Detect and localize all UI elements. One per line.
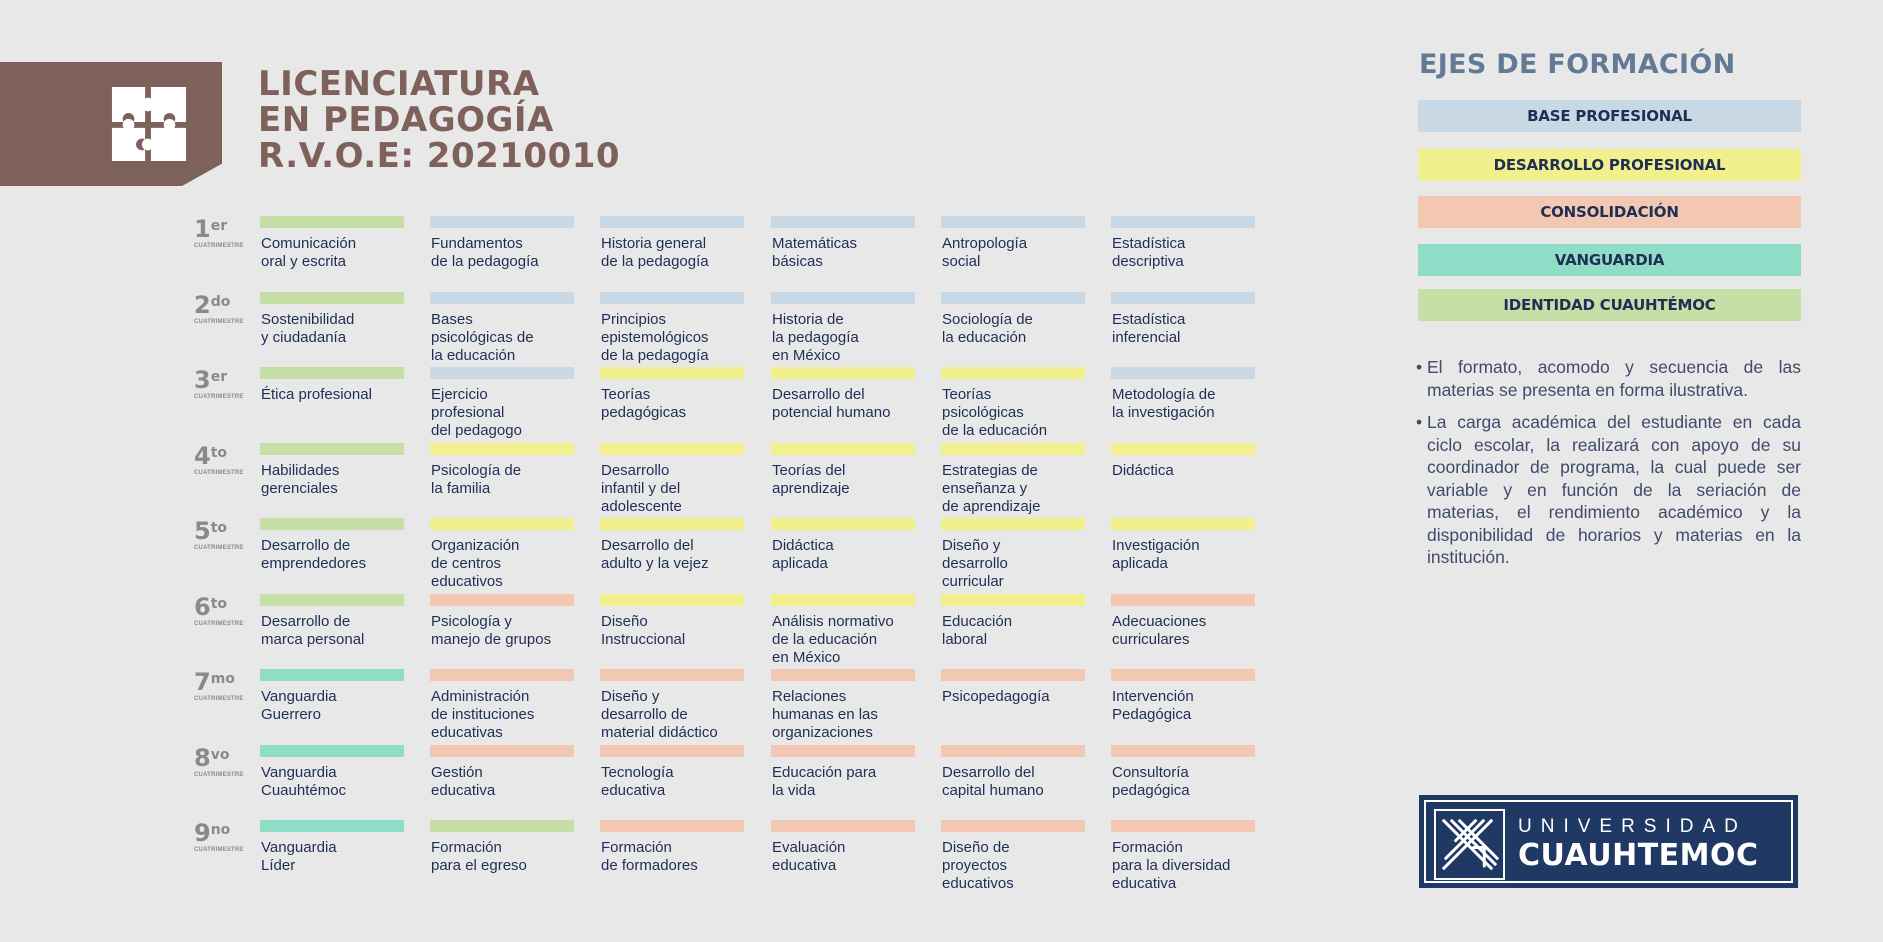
course-cell <box>771 216 915 271</box>
note-item <box>1416 411 1801 569</box>
semester-digit: 4 <box>194 441 211 470</box>
course-axis-bar <box>430 518 574 530</box>
course-axis-bar <box>600 594 744 606</box>
course-cell <box>430 820 574 875</box>
course-cell <box>430 518 574 591</box>
course-axis-bar <box>771 820 915 832</box>
course-name: Administración de instituciones educativas <box>431 688 535 741</box>
semester-digit: 5 <box>194 517 211 545</box>
course-axis-bar <box>941 216 1085 228</box>
legend-base-profesional: BASE PROFESIONAL <box>1418 100 1801 132</box>
course-axis-bar <box>771 443 915 455</box>
course-name: Gestión educativa <box>431 763 496 799</box>
course-axis-bar <box>941 745 1085 757</box>
semester-number <box>194 292 244 318</box>
course-cell <box>430 216 574 271</box>
semester-caption: CUATRIMESTRE <box>194 318 244 325</box>
course-cell <box>941 820 1085 893</box>
course-axis-bar <box>1111 443 1255 455</box>
course-axis-bar <box>260 292 404 304</box>
course-name: Educación para la vida <box>772 763 877 799</box>
logo-text-top: UNIVERSIDAD <box>1518 816 1747 837</box>
university-emblem-icon <box>1433 808 1506 881</box>
semester-label <box>194 745 244 778</box>
legend-vanguardia: VANGUARDIA <box>1418 244 1801 276</box>
course-name: Matemáticas básicas <box>772 235 858 270</box>
course-axis-bar <box>260 669 404 681</box>
course-axis-bar <box>1111 820 1255 832</box>
course-name: Vanguardia Líder <box>261 839 337 874</box>
course-cell <box>430 594 574 649</box>
course-axis-bar <box>941 443 1085 455</box>
semester-suffix: to <box>210 595 228 612</box>
course-axis-bar <box>1111 216 1255 228</box>
course-name: Adecuaciones curriculares <box>1112 612 1207 648</box>
course-name: Formación de formadores <box>601 839 698 874</box>
course-axis-bar <box>941 292 1085 304</box>
course-cell <box>600 216 744 271</box>
course-cell <box>771 820 915 875</box>
course-cell <box>1111 292 1255 347</box>
course-cell <box>260 292 404 347</box>
title-line-3: R.V.O.E: 20210010 <box>258 136 621 176</box>
course-name: Estadística descriptiva <box>1112 235 1186 270</box>
course-name: Desarrollo de emprendedores <box>261 537 367 572</box>
course-name: Didáctica <box>1112 461 1174 479</box>
course-name: Desarrollo del capital humano <box>942 763 1044 799</box>
course-name: Fundamentos de la pedagogía <box>431 235 539 270</box>
course-cell <box>1111 669 1255 724</box>
semester-label <box>194 518 244 551</box>
course-axis-bar <box>600 820 744 832</box>
course-cell <box>260 745 404 800</box>
course-axis-bar <box>260 443 404 455</box>
course-cell <box>260 367 404 404</box>
course-name: Didáctica aplicada <box>772 537 834 572</box>
course-name: Psicología de la familia <box>431 461 522 497</box>
course-axis-bar <box>260 745 404 757</box>
course-name: Tecnología educativa <box>601 763 674 799</box>
course-cell <box>260 669 404 724</box>
course-name: Ética profesional <box>261 386 372 403</box>
semester-caption: CUATRIMESTRE <box>194 545 244 551</box>
course-name: Desarrollo infantil y del adolescente <box>601 461 682 515</box>
course-cell <box>771 669 915 742</box>
course-cell <box>260 443 404 498</box>
note-text: El formato, acomodo y secuencia de las materias se presenta en forma ilustrativa. <box>1427 357 1801 400</box>
semester-label <box>194 669 244 702</box>
course-cell <box>600 518 744 573</box>
course-name: Estrategias de enseñanza y de aprendizaje <box>942 461 1041 515</box>
course-cell <box>1111 820 1255 893</box>
course-axis-bar <box>430 820 574 832</box>
semester-suffix: no <box>210 822 231 838</box>
course-name: Teorías del aprendizaje <box>772 461 850 497</box>
semester-label <box>194 594 244 627</box>
course-cell <box>1111 518 1255 573</box>
course-axis-bar <box>260 594 404 606</box>
course-axis-bar <box>771 367 915 379</box>
course-cell <box>1111 594 1255 649</box>
course-cell <box>941 443 1085 516</box>
course-name: Teorías pedagógicas <box>601 386 687 421</box>
course-axis-bar <box>941 518 1085 530</box>
legend-desarrollo-profesional: DESARROLLO PROFESIONAL <box>1418 149 1801 181</box>
course-name: Comunicación oral y escrita <box>261 235 357 270</box>
course-cell <box>941 292 1085 347</box>
course-name: Evaluación educativa <box>772 839 846 874</box>
semester-number <box>194 443 244 469</box>
semester-label <box>194 216 244 249</box>
university-logo <box>1419 795 1798 888</box>
semester-number <box>194 669 244 695</box>
course-axis-bar <box>260 820 404 832</box>
bullet-icon: • <box>1416 357 1423 377</box>
course-cell <box>771 745 915 800</box>
course-axis-bar <box>771 216 915 228</box>
course-axis-bar <box>1111 292 1255 304</box>
course-axis-bar <box>771 292 915 304</box>
semester-number <box>194 518 244 544</box>
semester-digit: 3 <box>194 366 211 394</box>
course-axis-bar <box>600 367 744 379</box>
semester-digit: 8 <box>194 743 211 772</box>
semester-number <box>194 745 244 771</box>
semester-digit: 7 <box>194 668 211 696</box>
semester-suffix: to <box>210 520 228 536</box>
course-name: Análisis normativo de la educación en México <box>772 612 894 666</box>
semester-caption: CUATRIMESTRE <box>194 394 244 400</box>
course-name: Consultoría pedagógica <box>1112 763 1190 799</box>
course-axis-bar <box>430 367 574 379</box>
legend-consolidacion: CONSOLIDACIÓN <box>1418 196 1801 228</box>
course-cell <box>430 367 574 440</box>
course-cell <box>600 443 744 516</box>
course-axis-bar <box>1111 669 1255 681</box>
semester-digit: 1 <box>194 215 211 243</box>
course-cell <box>600 669 744 742</box>
semester-number <box>194 594 244 620</box>
note-text: La carga académica del estudiante en cada ciclo escolar, la realizará con apoyo de su coordinador de programa, la cual puede ser variable y en función de la seriación de materias, el rendimiento académico y la disponibilidad de horarios y materias en la institución. <box>1427 412 1801 567</box>
course-name: Vanguardia Cuauhtémoc <box>261 763 347 799</box>
course-cell <box>600 367 744 422</box>
course-axis-bar <box>771 594 915 606</box>
course-name: Diseño y desarrollo curricular <box>942 537 1008 590</box>
course-cell <box>771 367 915 422</box>
course-axis-bar <box>1111 745 1255 757</box>
course-cell <box>430 745 574 800</box>
course-name: Sostenibilidad y ciudadanía <box>261 310 355 346</box>
semester-suffix: mo <box>210 671 235 687</box>
course-axis-bar <box>600 292 744 304</box>
course-cell <box>941 216 1085 271</box>
semester-digit: 6 <box>194 592 211 621</box>
course-axis-bar <box>600 518 744 530</box>
course-axis-bar <box>430 292 574 304</box>
course-axis-bar <box>1111 518 1255 530</box>
title-line-1: LICENCIATURA <box>258 64 540 104</box>
course-name: Sociología de la educación <box>942 310 1033 346</box>
semester-number <box>194 367 244 393</box>
course-axis-bar <box>941 594 1085 606</box>
legend-identidad-cuauhtemoc: IDENTIDAD CUAUHTÉMOC <box>1418 289 1801 321</box>
course-name: Formación para el egreso <box>431 839 527 874</box>
semester-caption: CUATRIMESTRE <box>194 243 244 249</box>
course-name: Investigación aplicada <box>1112 537 1200 572</box>
semester-label <box>194 820 244 853</box>
course-cell <box>600 292 744 365</box>
course-name: Educación laboral <box>942 612 1013 648</box>
course-name: Teorías psicológicas de la educación <box>942 386 1048 439</box>
course-name: Metodología de la investigación <box>1112 386 1216 421</box>
course-name: Desarrollo de marca personal <box>261 612 365 648</box>
course-axis-bar <box>771 745 915 757</box>
course-axis-bar <box>430 443 574 455</box>
semester-suffix: vo <box>210 746 230 763</box>
course-name: Bases psicológicas de la educación <box>431 310 534 364</box>
semester-digit: 9 <box>194 819 211 847</box>
course-cell <box>1111 745 1255 800</box>
course-cell <box>771 518 915 573</box>
semester-caption: CUATRIMESTRE <box>194 469 244 476</box>
course-name: Psicología y manejo de grupos <box>431 612 552 648</box>
course-cell <box>941 669 1085 706</box>
course-axis-bar <box>771 518 915 530</box>
course-name: Antropología social <box>942 235 1028 270</box>
course-cell <box>771 292 915 365</box>
course-name: Diseño de proyectos educativos <box>942 839 1014 892</box>
course-axis-bar <box>430 594 574 606</box>
semester-digit: 2 <box>194 290 211 319</box>
semester-label <box>194 367 244 400</box>
course-cell <box>260 518 404 573</box>
course-axis-bar <box>941 669 1085 681</box>
course-name: Habilidades gerenciales <box>261 461 340 497</box>
course-axis-bar <box>430 745 574 757</box>
logo-text-bottom: CUAUHTEMOC <box>1518 838 1759 873</box>
course-axis-bar <box>600 669 744 681</box>
semester-number <box>194 216 244 242</box>
semester-suffix: er <box>210 218 228 234</box>
semester-suffix: to <box>210 444 228 461</box>
semester-label <box>194 443 244 476</box>
course-cell <box>1111 367 1255 422</box>
course-axis-bar <box>1111 594 1255 606</box>
course-axis-bar <box>600 443 744 455</box>
course-axis-bar <box>600 216 744 228</box>
title-line-2: EN PEDAGOGÍA <box>258 100 554 140</box>
course-cell <box>1111 216 1255 271</box>
note-item <box>1416 356 1801 401</box>
course-name: Formación para la diversidad educativa <box>1112 839 1231 892</box>
semester-caption: CUATRIMESTRE <box>194 696 244 702</box>
course-name: Estadística inferencial <box>1112 310 1186 346</box>
course-name: Principios epistemológicos de la pedagogía <box>601 310 709 364</box>
course-name: Historia general de la pedagogía <box>601 235 709 270</box>
notes <box>1416 356 1801 579</box>
course-name: Psicopedagogía <box>942 688 1050 705</box>
course-name: Diseño Instruccional <box>601 612 686 648</box>
course-cell <box>260 594 404 649</box>
program-title <box>258 66 620 174</box>
course-axis-bar <box>260 518 404 530</box>
course-cell <box>941 518 1085 591</box>
puzzle-icon <box>110 85 188 163</box>
course-cell <box>771 443 915 498</box>
course-cell <box>260 820 404 875</box>
course-name: Historia de la pedagogía en México <box>772 310 859 364</box>
course-axis-bar <box>600 745 744 757</box>
semester-suffix: do <box>210 293 231 310</box>
course-cell <box>600 594 744 649</box>
bullet-icon: • <box>1416 412 1423 432</box>
semester-caption: CUATRIMESTRE <box>194 771 244 778</box>
course-name: Ejercicio profesional del pedagogo <box>431 386 522 439</box>
course-cell <box>260 216 404 271</box>
course-name: Vanguardia Guerrero <box>261 688 337 723</box>
course-axis-bar <box>260 216 404 228</box>
semester-suffix: er <box>210 369 228 385</box>
course-axis-bar <box>771 669 915 681</box>
course-cell <box>1111 443 1255 480</box>
course-cell <box>771 594 915 667</box>
course-axis-bar <box>941 820 1085 832</box>
semester-caption: CUATRIMESTRE <box>194 620 244 627</box>
course-cell <box>430 443 574 498</box>
course-axis-bar <box>941 367 1085 379</box>
semester-number <box>194 820 244 846</box>
course-name: Desarrollo del potencial humano <box>772 386 891 421</box>
course-cell <box>941 594 1085 649</box>
course-name: Desarrollo del adulto y la vejez <box>601 537 709 572</box>
course-cell <box>430 292 574 365</box>
course-axis-bar <box>260 367 404 379</box>
course-cell <box>600 745 744 800</box>
course-axis-bar <box>1111 367 1255 379</box>
course-name: Organización de centros educativos <box>431 537 520 590</box>
semester-caption: CUATRIMESTRE <box>194 847 244 853</box>
course-name: Relaciones humanas en las organizaciones <box>772 688 878 741</box>
semester-label <box>194 292 244 325</box>
course-axis-bar <box>430 216 574 228</box>
course-cell <box>430 669 574 742</box>
course-cell <box>600 820 744 875</box>
course-axis-bar <box>430 669 574 681</box>
course-cell <box>941 745 1085 800</box>
course-name: Diseño y desarrollo de material didáctico <box>601 688 718 741</box>
course-cell <box>941 367 1085 440</box>
course-name: Intervención Pedagógica <box>1112 688 1194 723</box>
axes-title: EJES DE FORMACIÓN <box>1419 49 1736 80</box>
